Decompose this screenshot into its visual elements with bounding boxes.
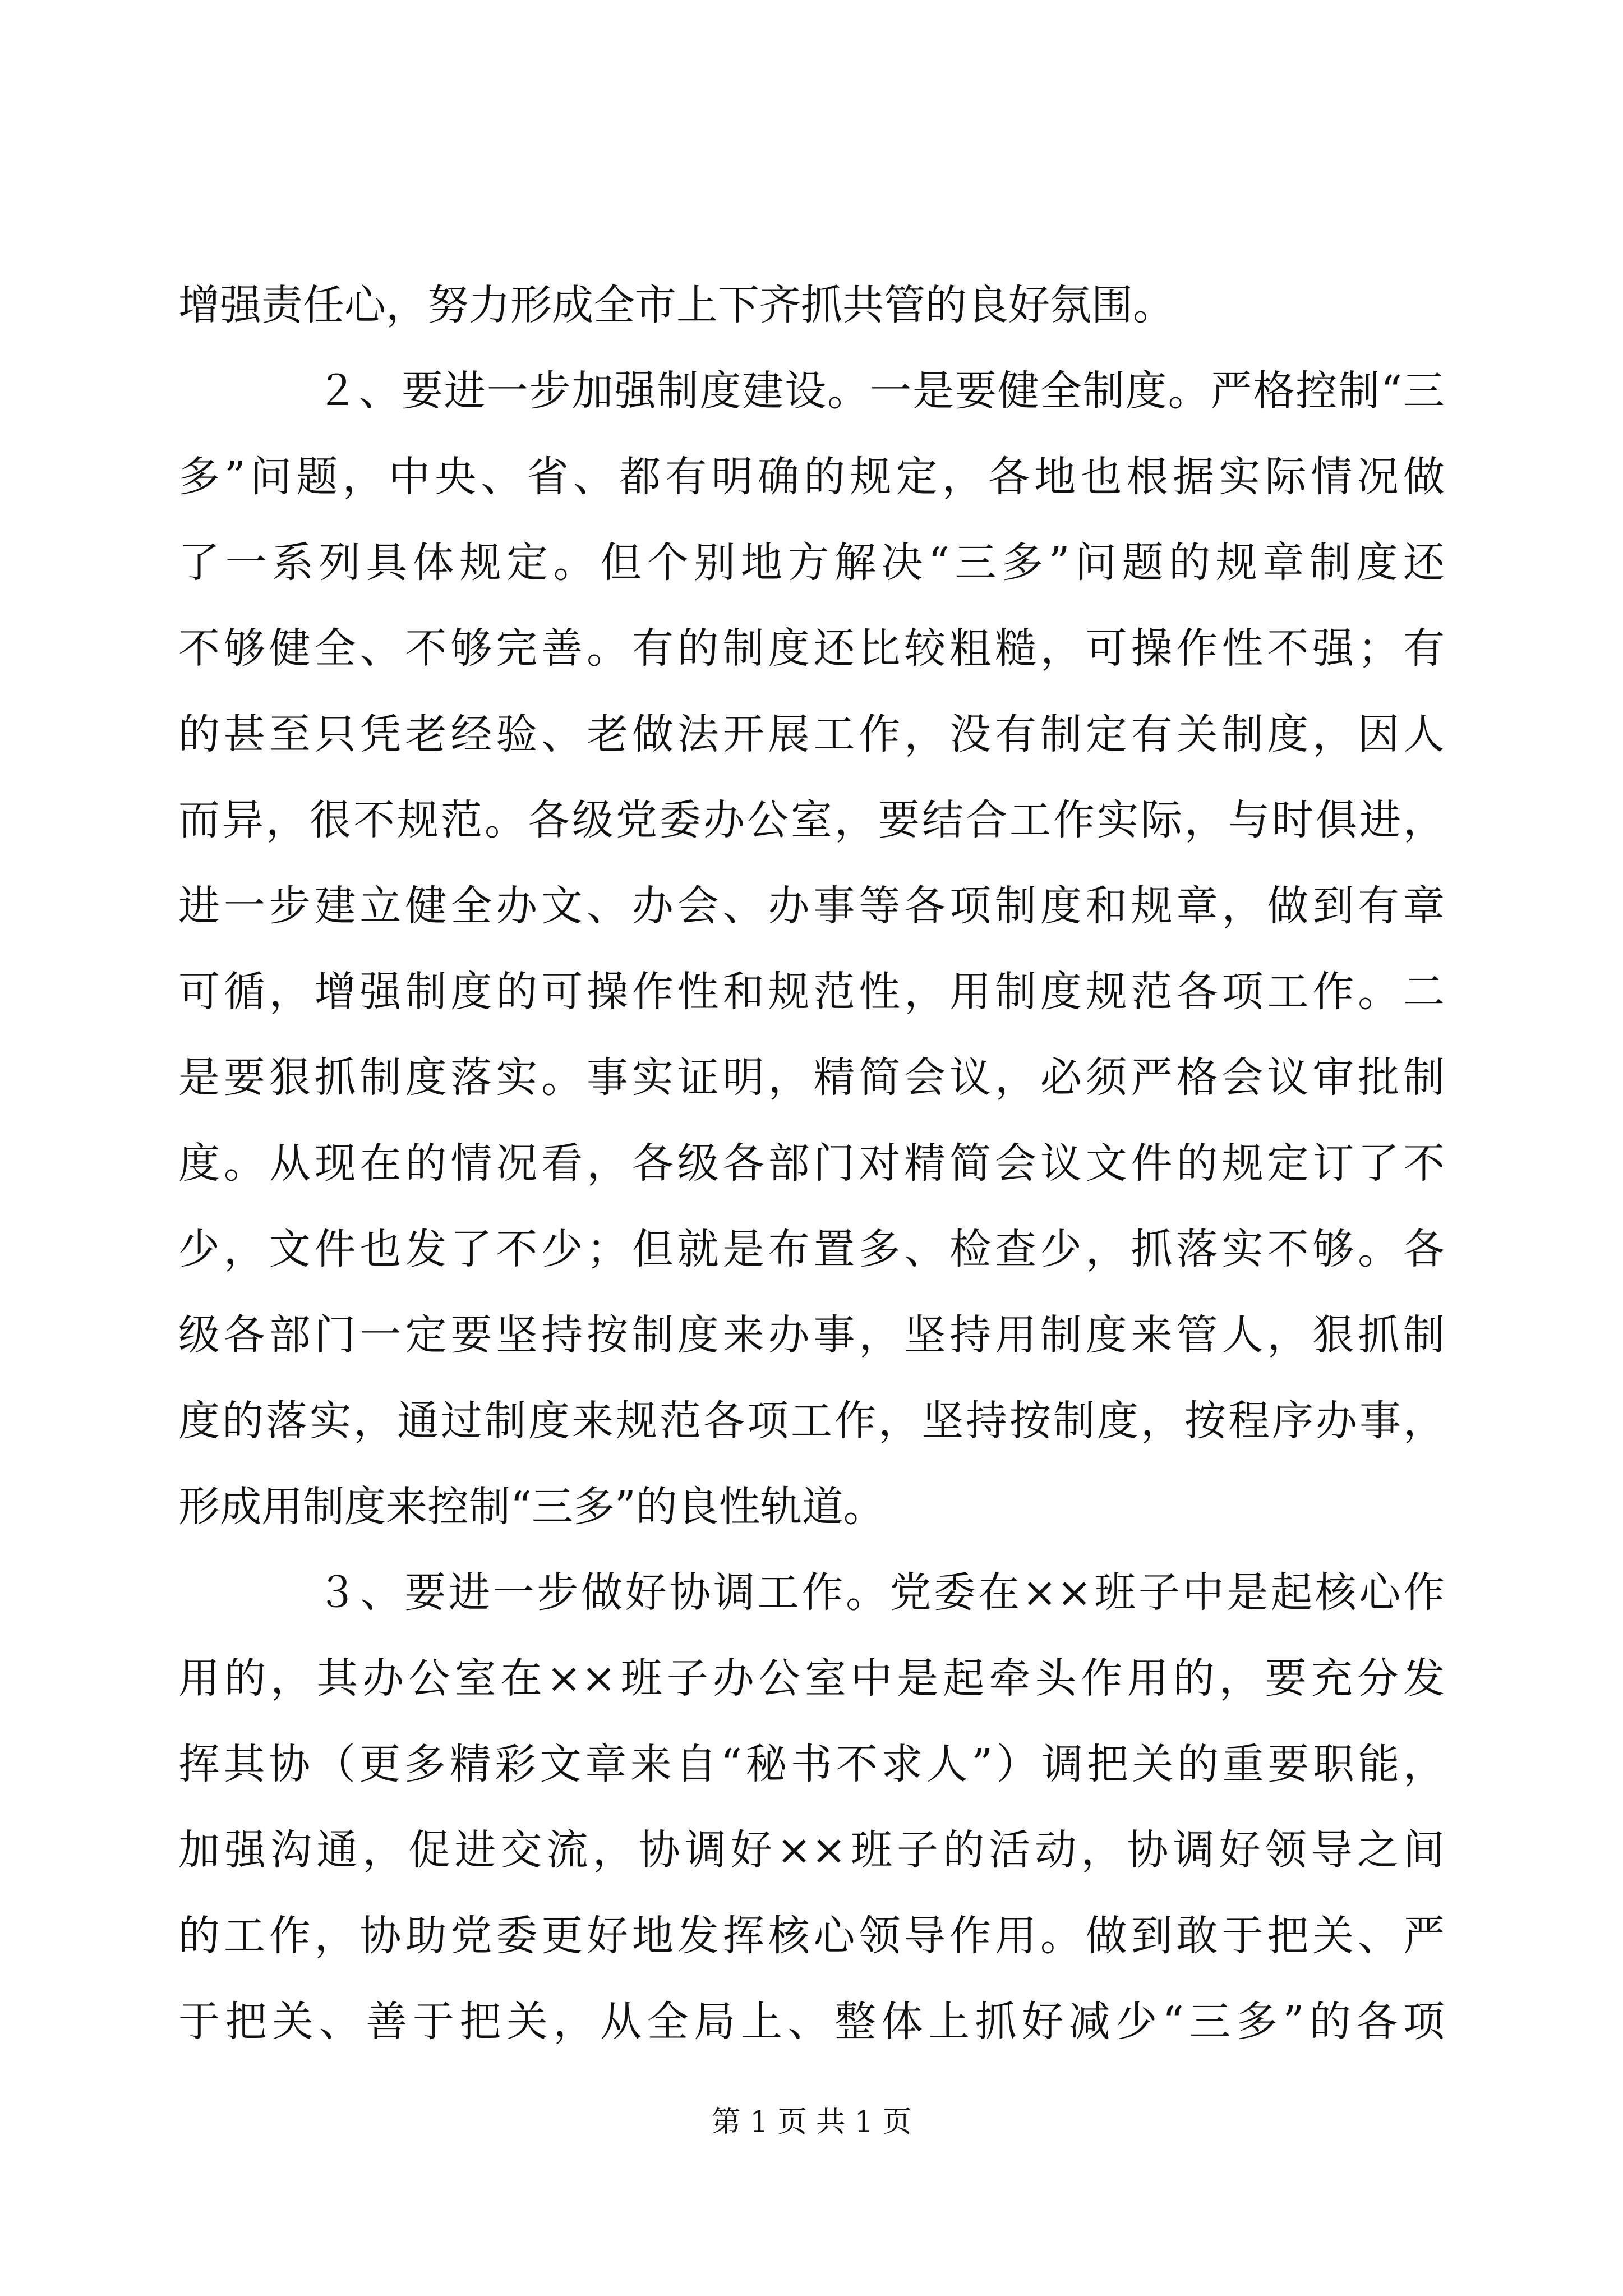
text-line: 加强沟通，促进交流，协调好××班子的活动，协调好领导之间 xyxy=(178,1826,1445,1874)
text-line: 少，文件也发了不少；但就是布置多、检查少，抓落实不够。各 xyxy=(178,1225,1445,1273)
text-line: 挥其协（更多精彩文章来自“秘书不求人”）调把关的重要职能， xyxy=(178,1740,1445,1788)
text-line: 的工作，协助党委更好地发挥核心领导作用。做到敢于把关、严 xyxy=(178,1912,1445,1960)
text-line: 度。从现在的情况看，各级各部门对精简会议文件的规定订了不 xyxy=(178,1139,1445,1188)
text-line: 而异，很不规范。各级党委办公室，要结合工作实际，与时俱进， xyxy=(178,796,1445,844)
text-line: 形成用制度来控制“三多”的良性轨道。 xyxy=(178,1483,885,1531)
text-line: 进一步建立健全办文、办会、办事等各项制度和规章，做到有章 xyxy=(178,882,1445,930)
text-line: 增强责任心，努力形成全市上下齐抓共管的良好氛围。 xyxy=(178,281,1174,329)
text-line: 多”问题，中央、省、都有明确的规定，各地也根据实际情况做 xyxy=(178,453,1445,501)
text-line: 度的落实，通过制度来规范各项工作，坚持按制度，按程序办事， xyxy=(178,1397,1445,1445)
text-line: 不够健全、不够完善。有的制度还比较粗糙，可操作性不强；有 xyxy=(178,624,1445,673)
text-line: 用的，其办公室在××班子办公室中是起牵头作用的，要充分发 xyxy=(178,1654,1445,1703)
paragraph-2-start: ２、要进一步加强制度建设。一是要健全制度。严格控制“三 xyxy=(316,367,1445,415)
paragraph-3-start: ３、要进一步做好协调工作。党委在××班子中是起核心作 xyxy=(316,1568,1445,1617)
document-body xyxy=(178,263,1445,2065)
text-line: 级各部门一定要坚持按制度来办事，坚持用制度来管人，狠抓制 xyxy=(178,1311,1445,1359)
text-line: 是要狠抓制度落实。事实证明，精简会议，必须严格会议审批制 xyxy=(178,1053,1445,1102)
text-line: 了一系列具体规定。但个别地方解决“三多”问题的规章制度还 xyxy=(178,539,1445,587)
page-number-footer: 第 1 页 共 1 页 xyxy=(711,2105,912,2139)
text-line: 于把关、善于把关，从全局上、整体上抓好减少“三多”的各项 xyxy=(178,1998,1445,2046)
text-line: 可循，增强制度的可操作性和规范性，用制度规范各项工作。二 xyxy=(178,968,1445,1016)
text-line: 的甚至只凭老经验、老做法开展工作，没有制定有关制度，因人 xyxy=(178,710,1445,758)
